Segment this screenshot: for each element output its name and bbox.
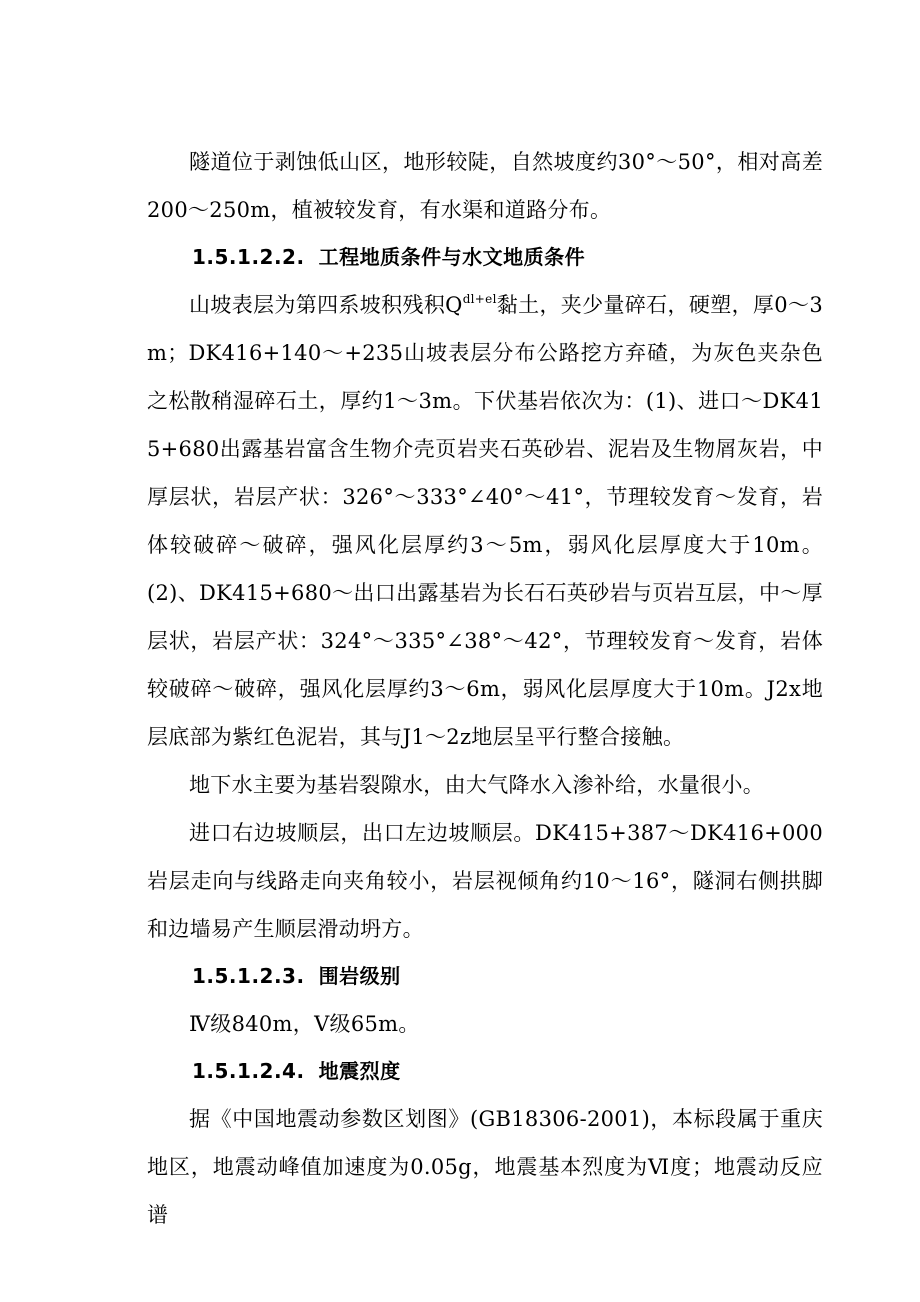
geology-text-start: 山坡表层为第四系坡积残积Q xyxy=(189,293,463,317)
section-heading-seismic xyxy=(147,1048,823,1095)
geology-paragraph xyxy=(147,281,823,761)
section-title: 围岩级别 xyxy=(318,964,401,988)
section-number: 1.5.1.2.3. xyxy=(192,964,305,988)
seismic-paragraph: 据《中国地震动参数区划图》(GB18306-2001)，本标段属于重庆地区，地震动峰值加速度为0.05g，地震基本烈度为Ⅵ度；地震动反应谱 xyxy=(147,1107,823,1227)
section-heading-rock-grade xyxy=(147,953,823,1000)
section-title: 工程地质条件与水文地质条件 xyxy=(318,245,586,269)
geology-superscript: dl+el xyxy=(462,292,497,306)
section-title: 地震烈度 xyxy=(318,1059,401,1083)
groundwater-paragraph: 地下水主要为基岩裂隙水，由大气降水入渗补给，水量很小。 xyxy=(189,773,765,797)
section-heading-geology xyxy=(147,234,823,281)
slope-paragraph: 进口右边坡顺层，出口左边坡顺层。DK415+387～DK416+000岩层走向与线路走向夹角较小，岩层视倾角约10～16°，隧洞右侧拱脚和边墙易产生顺层滑动坍方。 xyxy=(147,821,823,941)
section-number: 1.5.1.2.4. xyxy=(192,1059,305,1083)
section-number: 1.5.1.2.2. xyxy=(192,245,305,269)
geology-text-rest: 黏土，夹少量碎石，硬塑，厚0～3m；DK416+140～+235山坡表层分布公路挖方弃碴，为灰色夹杂色之松散稍湿碎石土，厚约1～3m。下伏基岩依次为：(1)、进口～DK415+680出露基岩富含生物介壳页岩夹石英砂岩、泥岩及生物屑灰岩，中厚层状，岩层产状：326°～333°∠40°～41°，节理较发育～发育，岩体较破碎～破碎，强风化层厚约3～5m，弱风化层厚度大于10m。(2)、DK415+680～出口出露基岩为长石石英砂岩与页岩互层，中～厚层状，岩层产状：324°～335°∠38°～42°，节理较发育～发育，岩体较破碎～破碎，强风化层厚约3～6m，弱风化层厚度大于10m。J2x地层底部为紫红色泥岩，其与J1～2z地层呈平行整合接触。 xyxy=(147,293,823,749)
rock-grade-paragraph: Ⅳ级840m，Ⅴ级65m。 xyxy=(189,1012,420,1036)
document-body xyxy=(147,138,823,1239)
terrain-paragraph: 隧道位于剥蚀低山区，地形较陡，自然坡度约30°～50°，相对高差200～250m，植被较发育，有水渠和道路分布。 xyxy=(147,150,823,222)
